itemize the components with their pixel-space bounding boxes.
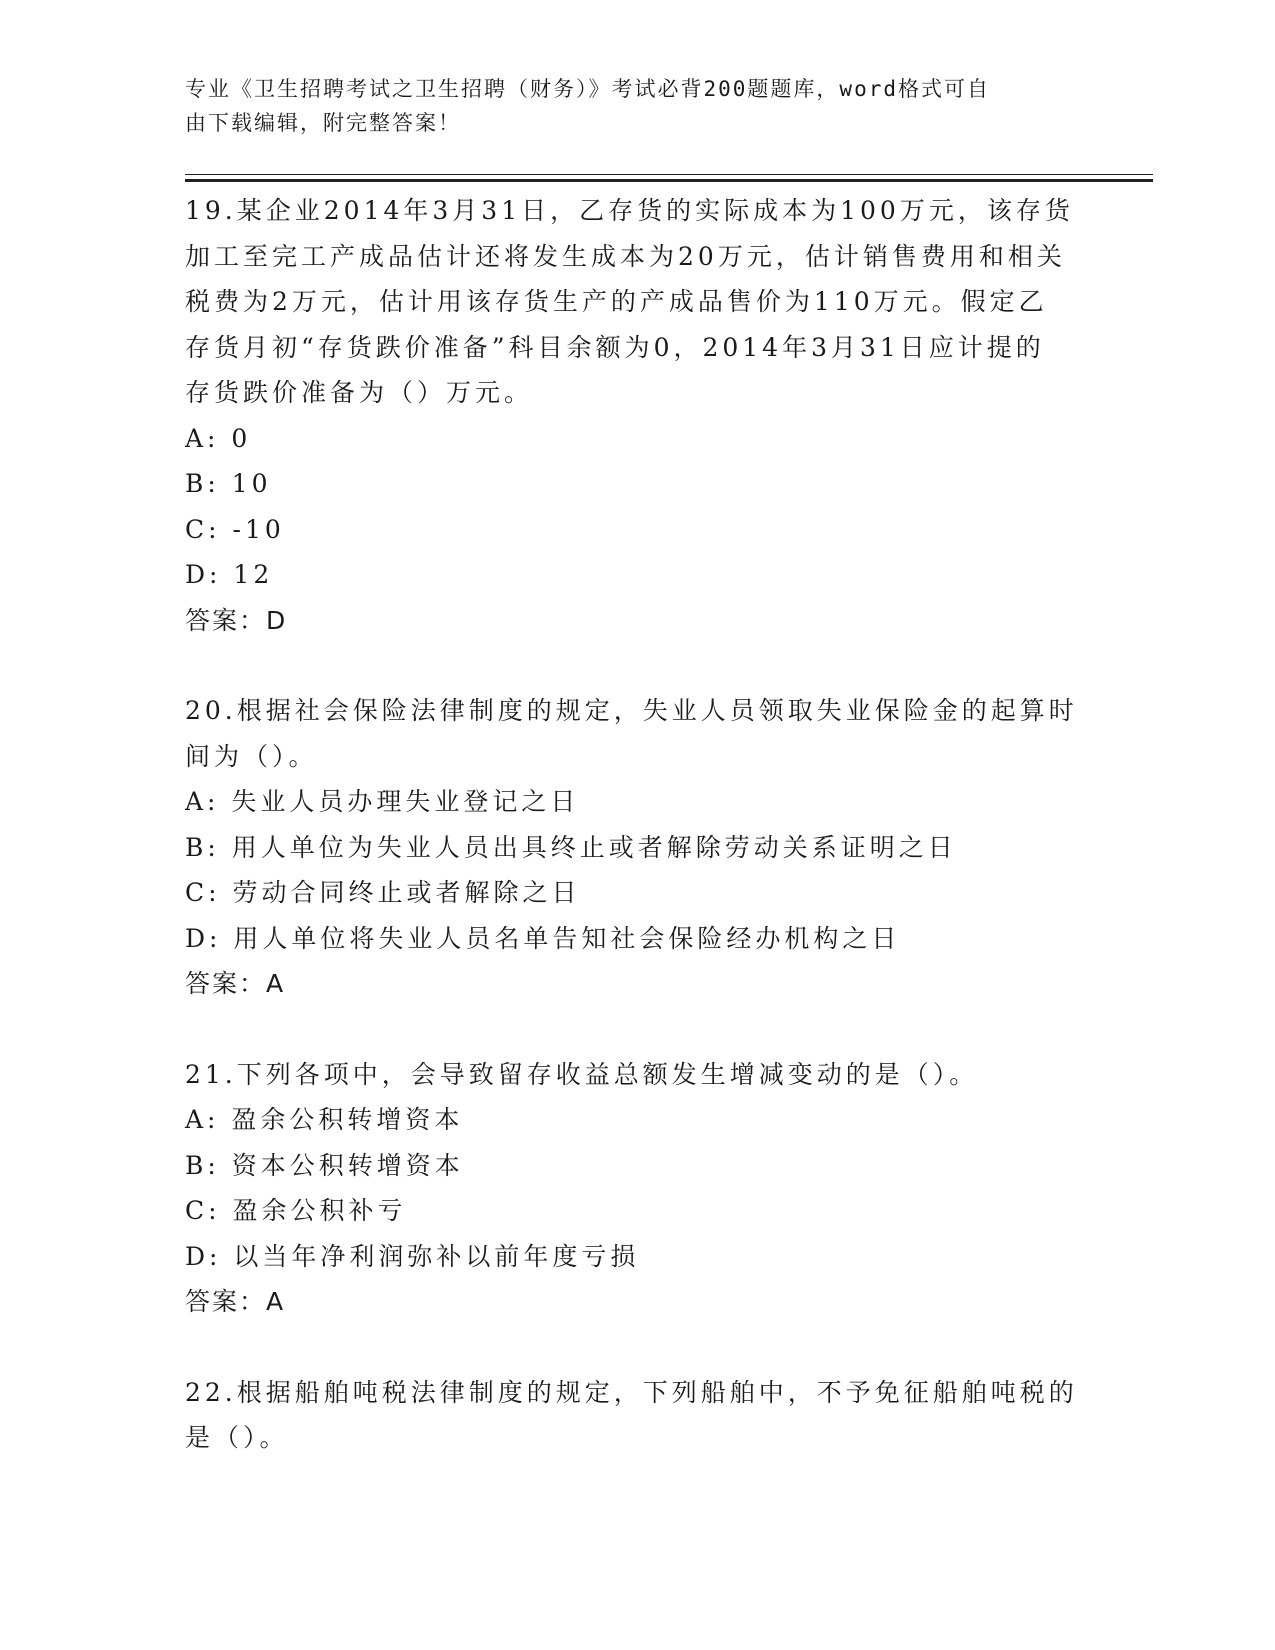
option-a: A: 失业人员办理失业登记之日 (185, 787, 580, 816)
option-d: D: 12 (185, 560, 274, 589)
question-19 (185, 188, 1085, 643)
option-b: B: 资本公积转增资本 (185, 1150, 464, 1180)
option-a: A: 0 (185, 423, 252, 453)
question-stem-line: 存货跌价准备为（）万元。 (185, 378, 534, 407)
question-21 (185, 1052, 1085, 1325)
question-stem-line: 是（）。 (185, 1423, 289, 1452)
header-divider-thick (185, 179, 1153, 182)
answer-label: 答案：D (185, 605, 288, 635)
option-d: D: 用人单位将失业人员名单告知社会保险经办机构之日 (185, 923, 901, 953)
question-stem-line: 存货月初“存货跌价准备”科目余额为0，2014年3月31日应计提的 (185, 332, 1045, 362)
question-stem-line: 19.某企业2014年3月31日，乙存货的实际成本为100万元，该存货 (185, 196, 1074, 225)
option-a: A: 盈余公积转增资本 (185, 1105, 464, 1134)
question-20 (185, 688, 1085, 1007)
answer-label: 答案：A (185, 1287, 286, 1316)
question-stem-line: 22.根据船舶吨税法律制度的规定，下列船舶中，不予免征船舶吨税的 (185, 1377, 1078, 1407)
question-stem-line: 税费为2万元，估计用该存货生产的产成品售价为110万元。假定乙 (185, 287, 1048, 316)
question-stem-line: 20.根据社会保险法律制度的规定，失业人员领取失业保险金的起算时 (185, 696, 1078, 725)
option-c: C: 劳动合同终止或者解除之日 (185, 878, 581, 907)
header-line-2: 由下载编辑，附完整答案！ (185, 111, 461, 135)
question-stem-line: 间为（）。 (185, 741, 318, 771)
option-b: B: 10 (185, 469, 272, 498)
option-b: B: 用人单位为失业人员出具终止或者解除劳动关系证明之日 (185, 832, 957, 862)
header-line-1: 专业《卫生招聘考试之卫生招聘（财务）》考试必背200题题库，word格式可自 (185, 77, 990, 101)
option-d: D: 以当年净利润弥补以前年度亏损 (185, 1241, 640, 1271)
question-stem-line: 21.下列各项中，会导致留存收益总额发生增减变动的是（）。 (185, 1059, 979, 1089)
option-c: C: -10 (185, 514, 285, 544)
question-22 (185, 1370, 1085, 1461)
questions-list (185, 188, 1085, 1506)
document-header (185, 72, 1065, 140)
option-c: C: 盈余公积补亏 (185, 1196, 407, 1225)
answer-label: 答案：A (185, 969, 286, 998)
question-stem-line: 加工至完工产成品估计还将发生成本为20万元，估计销售费用和相关 (185, 241, 1066, 271)
header-divider-thin (185, 174, 1153, 175)
